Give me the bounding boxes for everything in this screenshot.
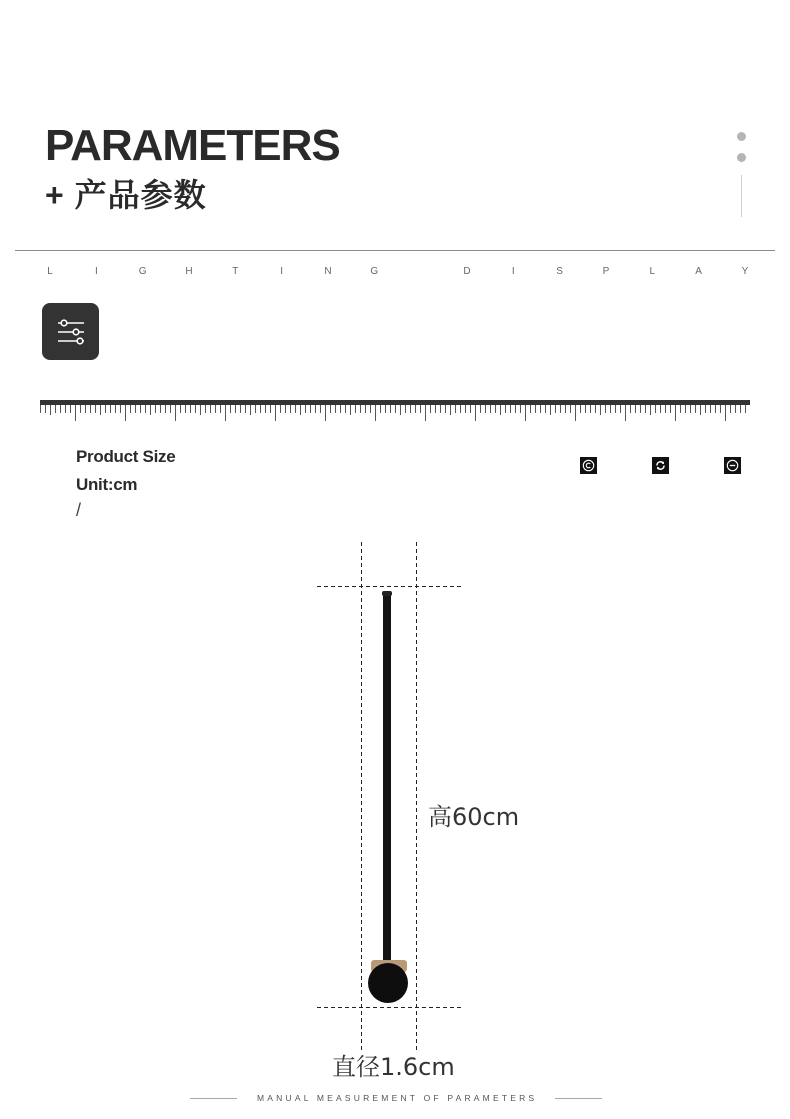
page-subtitle: + 产品参数 [45, 177, 207, 213]
height-dimension-label: 高60cm [428, 803, 520, 831]
section-divider [15, 250, 775, 251]
lighting-display-heading [45, 266, 750, 277]
heading-letter: N [324, 266, 332, 277]
heading-letter: S [556, 266, 563, 277]
copyright-icon [580, 457, 597, 474]
refresh-icon [652, 457, 669, 474]
lamp-rod [383, 591, 391, 991]
page-title: PARAMETERS [45, 121, 340, 170]
footer-line-left [190, 1098, 237, 1099]
heading-letter: I [94, 266, 98, 277]
unit-label: Unit:cm [76, 475, 138, 494]
minus-circle-icon [724, 457, 741, 474]
heading-letter: P [602, 266, 610, 277]
sliders-icon [56, 317, 86, 347]
heading-letter: T [232, 266, 239, 277]
heading-letter: I [511, 266, 515, 277]
heading-letter: Y [741, 266, 749, 277]
heading-letter: D [463, 266, 471, 277]
footer-line-right [555, 1098, 602, 1099]
heading-letter: L [47, 266, 53, 277]
decor-dot [737, 153, 746, 162]
decor-dot [737, 132, 746, 141]
heading-letter: L [649, 266, 656, 277]
slash-mark: / [76, 500, 82, 520]
lamp-drawing [300, 540, 480, 1050]
heading-letter: G [138, 266, 147, 277]
decor-vertical-line [741, 175, 742, 217]
footer-caption: MANUAL MEASUREMENT OF PARAMETERS [257, 1093, 538, 1103]
settings-sliders-icon [42, 303, 99, 360]
heading-letter: H [185, 266, 193, 277]
heading-letter: I [280, 266, 284, 277]
lamp-base [368, 963, 408, 1003]
heading-letter: A [695, 266, 702, 277]
heading-letter: G [370, 266, 379, 277]
ruler [40, 400, 750, 422]
product-size-label: Product Size [76, 447, 176, 466]
heading-letter [416, 266, 426, 277]
diameter-dimension-label: 直径1.6cm [332, 1053, 455, 1081]
